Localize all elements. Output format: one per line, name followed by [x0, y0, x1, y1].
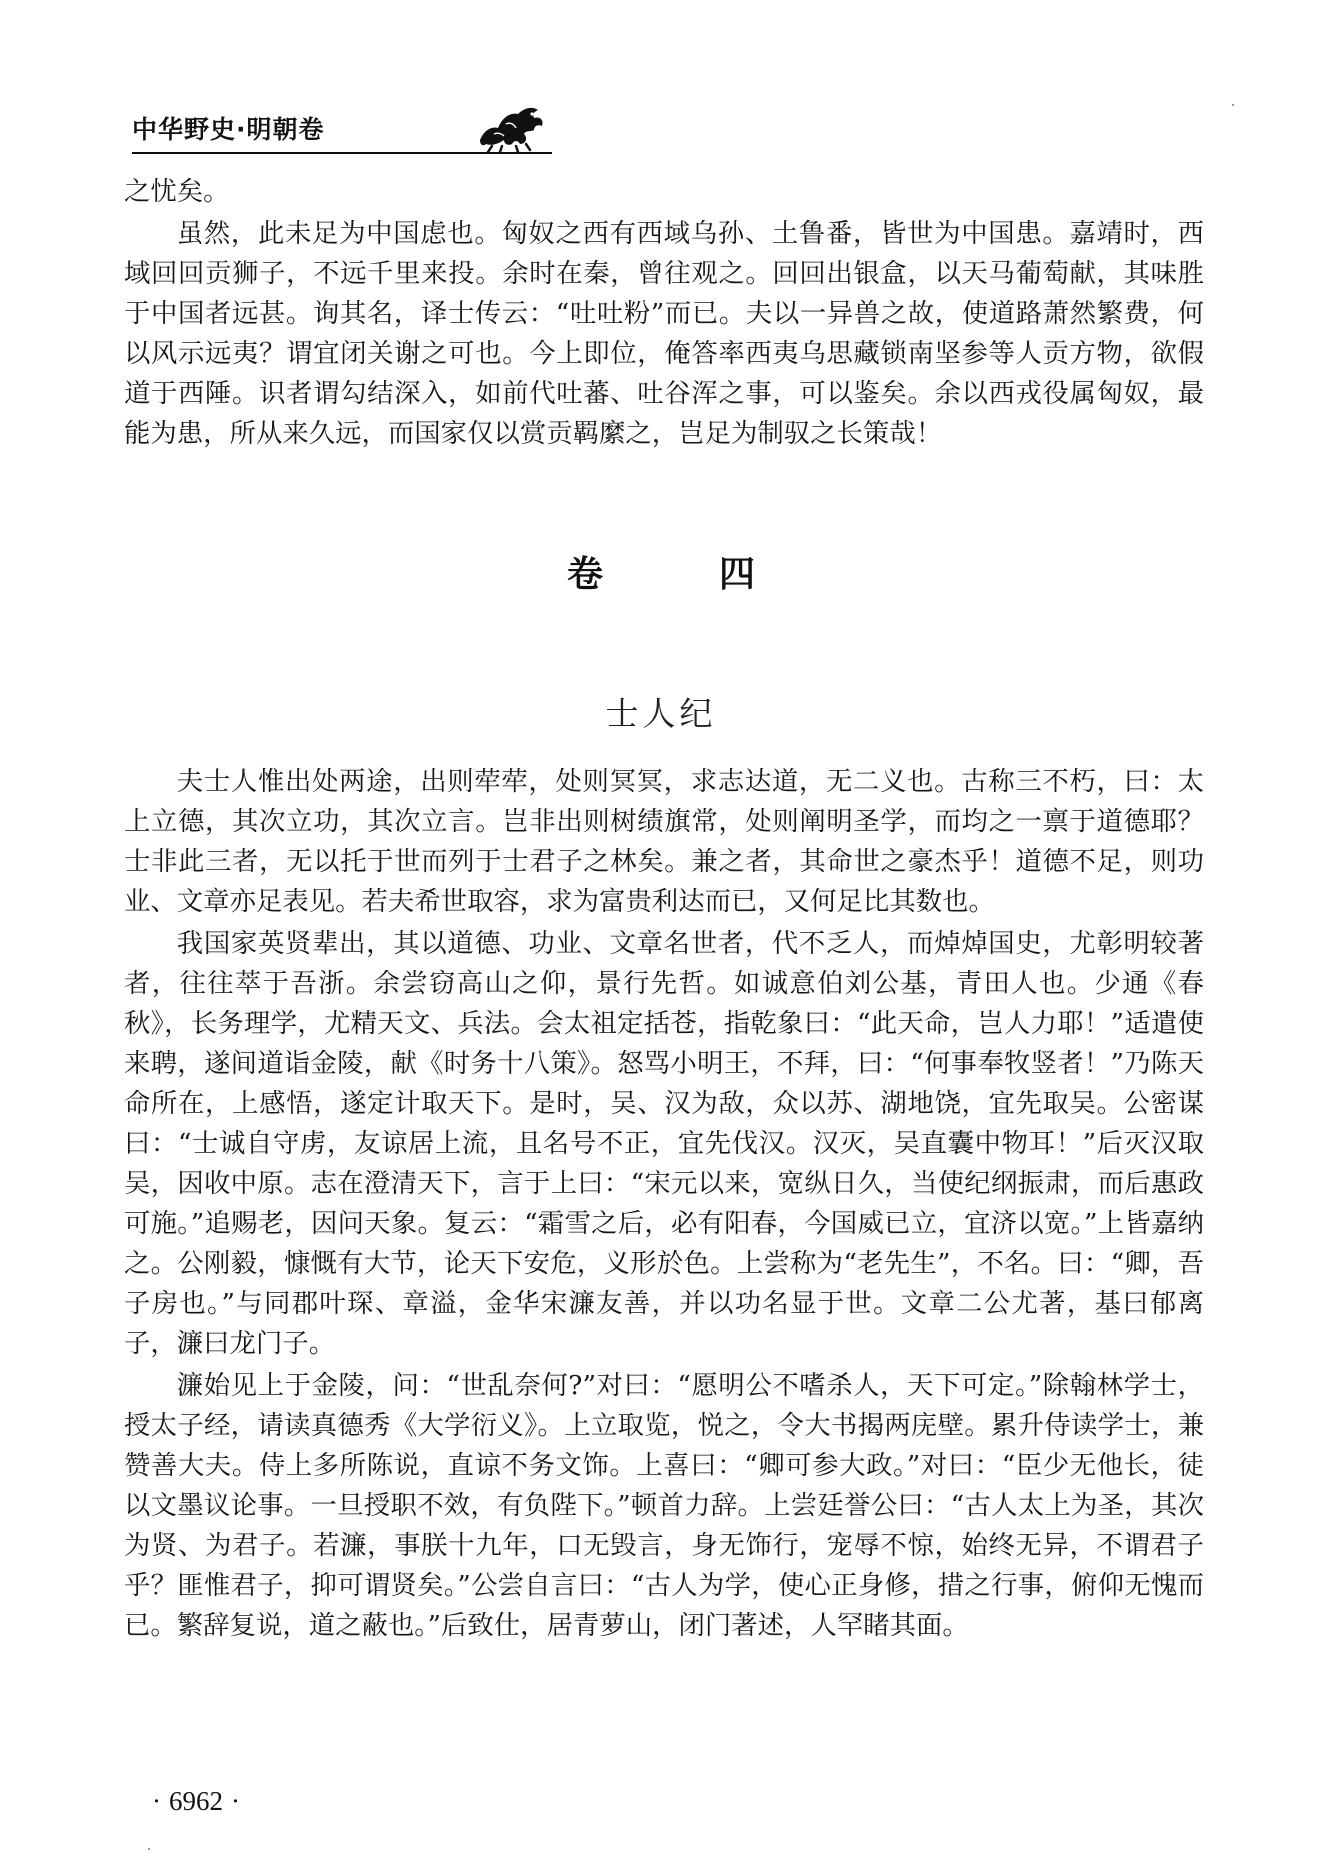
paragraph: 之忧矣。 — [124, 176, 230, 207]
page-number-dot: · — [231, 1786, 240, 1816]
scan-speck — [148, 1848, 150, 1850]
text-block-top — [124, 172, 1204, 454]
page-number — [144, 1786, 248, 1817]
paragraph: 夫士人惟出处两途，出则荦荦，处则冥冥，求志达道，无二义也。古称三不朽，曰：太上立德，其次立功，其次立言。岂非出则树绩旗常，处则阐明圣学，而均之一禀于道德耶？士非此三者，无以托于世而列于士君子之林矣。兼之者，其命世之豪杰乎！道德不足，则功业、文章亦足表见。若夫希世取容，求为富贵利达而已，又何足比其数也。 — [124, 766, 1204, 917]
volume-title: 卷 四 — [566, 554, 795, 595]
scan-speck — [1232, 104, 1234, 106]
paragraph: 虽然，此未足为中国虑也。匈奴之西有西域乌孙、土鲁番，皆世为中国患。嘉靖时，西域回回贡狮子，不远千里来投。余时在秦，曾往观之。回回出银盒，以天马葡萄献，其味胜于中国者远甚。询其名，译士传云：“吐吐粉”而已。夫以一异兽之故，使道路萧然繁费，何以风示远夷？谓宜闭关谢之可也。今上即位，俺答率西夷乌思藏锁南坚参等人贡方物，欲假道于西陲。识者谓勾结深入，如前代吐蕃、吐谷浑之事，可以鉴矣。余以西戎役属匈奴，最能为患，所从来久远，而国家仅以赏贡羁縻之，岂足为制驭之长策哉！ — [124, 218, 1204, 449]
section-title: 士人纪 — [605, 694, 717, 733]
running-header — [132, 104, 552, 164]
page-number-value: 6962 — [169, 1786, 223, 1816]
paragraph: 濂始见上于金陵，问：“世乱奈何?”对曰：“愿明公不嗜杀人，天下可定。”除翰林学士，授太子经，请读真德秀《大学衍义》。上立取览，悦之，令大书揭两庑壁。累升侍读学士，兼赞善大夫。侍上多所陈说，直谅不务文饰。上喜曰：“卿可参大政。”对曰：“臣少无他长，徒以文墨议论事。一旦授职不效，有负陛下。”顿首力辞。上尝廷誉公曰：“古人太上为圣，其次为贤、为君子。若濂，事朕十九年，口无毁言，身无饰行，宠辱不惊，始终无异，不谓君子乎？匪惟君子，抑可谓贤矣。”公尝自言曰：“古人为学，使心正身修，措之行事，俯仰无愧而已。繁辞复说，道之蔽也。”后致仕，居青萝山，闭门著述，人罕睹其面。 — [124, 1370, 1204, 1641]
page-number-dot: · — [152, 1786, 161, 1816]
text-block-main — [124, 762, 1204, 1646]
paragraph: 我国家英贤辈出，其以道德、功业、文章名世者，代不乏人，而焯焯国史，尤彰明较著者，往往萃于吾浙。余尝窃高山之仰，景行先哲。如诚意伯刘公基，青田人也。少通《春秋》，长务理学，尤精天文、兵法。会太祖定括苍，指乾象曰：“此天命，岂人力耶！”适遣使来聘，遂间道诣金陵，献《时务十八策》。怒骂小明王，不拜，曰：“何事奉牧竖者！”乃陈天命所在，上感悟，遂定计取天下。是时，吴、汉为敌，众以苏、湖地饶，宜先取吴。公密谋曰：“士诚自守虏，友谅居上流，且名号不正，宜先伐汉。汉灭，吴直囊中物耳！”后灭汉取吴，因收中原。志在澄清天下，言于上曰：“宋元以来，宽纵日久，当使纪纲振肃，而后惠政可施。”追赐老，因问天象。复云：“霜雪之后，必有阳春，今国威已立，宜济以宽。”上皆嘉纳之。公刚毅，慷慨有大节，论天下安危，义形於色。上尝称为“老先生”，不名。曰：“卿，吾子房也。”与同郡叶琛、章溢，金华宋濂友善，并以功名显于世。文章二公尤著，基曰郁离子，濂曰龙门子。 — [124, 928, 1204, 1359]
dragon-emblem-icon — [472, 100, 550, 154]
header-title: 中华野史·明朝卷 — [132, 115, 325, 144]
header-rule — [132, 152, 552, 154]
